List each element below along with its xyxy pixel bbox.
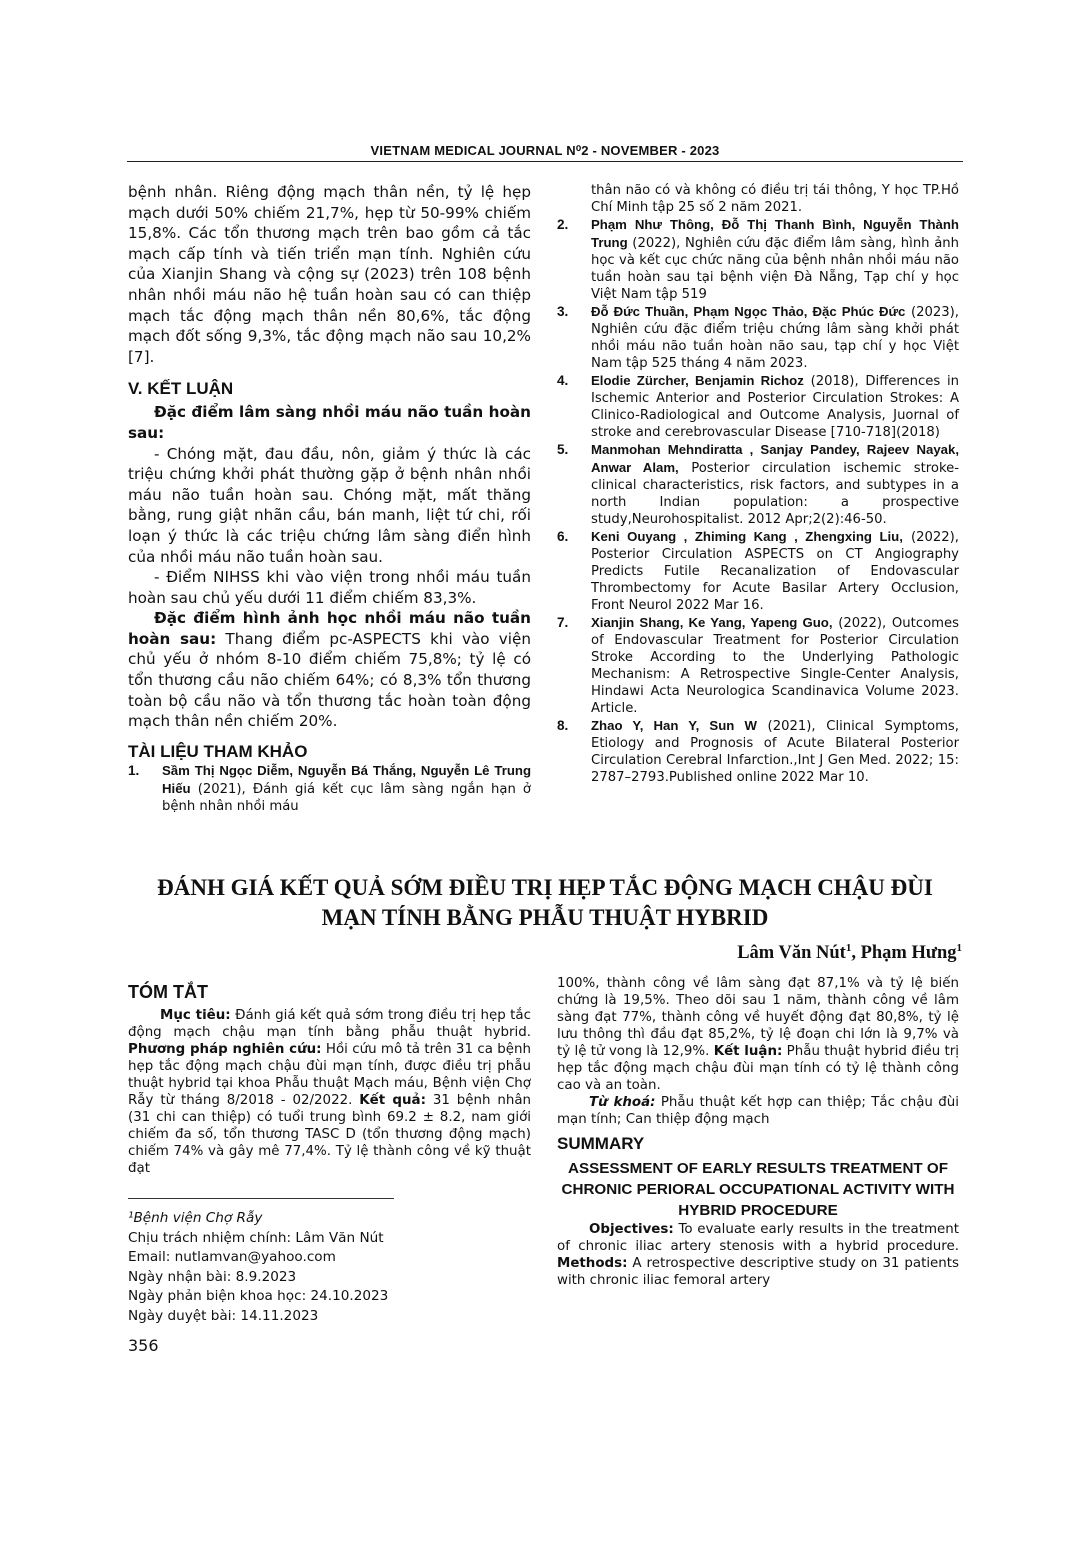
- prev-article-right-column: [557, 182, 959, 786]
- abstract-left-column: [128, 982, 531, 1177]
- discussion-paragraph: bệnh nhân. Riêng động mạch thân nền, tỷ lệ hẹp mạch dưới 50% chiếm 21,7%, hẹp từ 50-99% chiếm 15,8%. Các tổn thương mạch trên bao gồm cả tắc mạch cấp tính và tiến triển mạn tính. Nghiên cứu của Xianjin Shang và cộng sự (2023) trên 108 bệnh nhân nhồi máu não hệ tuần hoàn sau có can thiệp mạch tắc động mạch thân nền 80,6%, tắc động mạch đốt sống 9,3%, tắc động mạch não sau 10,2% [7].: [128, 183, 531, 366]
- reference-text: Posterior circulation ischemic stroke-clinical characteristics, risk factors, and subtypes in a north Indian population: a prospective study,Neurohospitalist. 2012 Apr;2(2):46-50.: [591, 461, 960, 527]
- objective-label: Mục tiêu:: [160, 1008, 231, 1023]
- reference-authors: Zhao Y, Han Y, Sun W: [591, 718, 757, 733]
- clinical-paragraph-1: - Chóng mặt, đau đầu, nôn, giảm ý thức là các triệu chứng khởi phát thường gặp ở bệnh nhân nhồi máu não tuần hoàn sau. Chóng mặt, mất thăng bằng, rung giật nhãn cầu, bán manh, liệt tứ chi, rối loạn ý thức là các triệu chứng lâm sàng điển hình của nhồi máu não tuần hoàn sau.: [128, 444, 531, 566]
- objectives-en-label: Objectives:: [589, 1222, 674, 1237]
- footnote-rule: [128, 1198, 394, 1199]
- reference-item: 5. Manmohan Mehndiratta , Sanjay Pandey, Rajeev Nayak, Anwar Alam, Posterior circulation ischemic stroke-clinical characteristics, risk factors, and subtypes in a north Indian population: a prospective study,Neurohospitalist. 2012 Apr;2(2):46-50.: [557, 442, 960, 527]
- article-title: ĐÁNH GIÁ KẾT QUẢ SỚM ĐIỀU TRỊ HẸP TẮC ĐỘNG MẠCH CHẬU ĐÙI MẠN TÍNH BẰNG PHẪU THUẬT HYBRID: [157, 875, 933, 930]
- references-heading: TÀI LIỆU THAM KHẢO: [128, 741, 308, 761]
- methods-en-label: Methods:: [557, 1256, 628, 1271]
- reference-text: (2021), Clinical Symptoms, Etiology and Prognosis of Acute Bilateral Posterior Circulation Cerebral Infarction.,Int J Gen Med. 2022; 15: 2787–2793.Published online 2022 Mar 10.: [591, 719, 959, 785]
- reference-item: 2. Phạm Như Thông, Đỗ Thị Thanh Bình, Nguyễn Thành Trung (2022), Nghiên cứu đặc điểm lâm sàng, hình ảnh học và kết cục chức năng của bệnh nhân nhồi máu não tuần hoàn sau tại bệnh viện Đà Nẵng, Tạp chí y học Việt Nam tập 519: [557, 217, 959, 302]
- reference-authors: Đỗ Đức Thuần, Phạm Ngọc Thảo, Đặc Phúc Đức: [591, 304, 906, 319]
- prev-article-left-column: [128, 182, 531, 815]
- abstract-heading: TÓM TẮT: [128, 982, 208, 1002]
- abstract-right-column: [557, 975, 959, 1289]
- header-rule: [127, 161, 963, 162]
- reference-text: (2022), Posterior Circulation ASPECTS on CT Angiography Predicts Futile Recanalization of Endovascular Thrombectomy for Acute Basilar Artery Occlusion, Front Neurol 2022 Mar 16.: [591, 530, 959, 613]
- imaging-text: Thang điểm pc-ASPECTS khi vào viện chủ yếu ở nhóm 8-10 điểm chiếm 75,8%; tỷ lệ có tổn thương cầu não chiếm 64%; có 8,3% tổn thương toàn bộ cầu não và tổn thương tắc hoàn toàn động mạch thân nền chiếm 20%.: [128, 629, 531, 731]
- footnote-email: Email: nutlamvan@yahoo.com: [128, 1249, 336, 1266]
- reference-text: (2023), Nghiên cứu đặc điểm triệu chứng lâm sàng khởi phát nhồi máu não tuần hoàn não sau, tạp chí y học Việt Nam tập 525 tháng 4 năm 2023.: [591, 305, 959, 371]
- reference-text: (2021), Đánh giá kết cục lâm sàng ngắn hạn ở bệnh nhân nhồi máu: [162, 781, 531, 814]
- reference-item: [557, 182, 959, 216]
- methods-label: Phương pháp nghiên cứu:: [128, 1042, 322, 1057]
- reference-item: 3. Đỗ Đức Thuần, Phạm Ngọc Thảo, Đặc Phúc Đức (2023), Nghiên cứu đặc điểm triệu chứng lâm sàng khởi phát nhồi máu não tuần hoàn não sau, tạp chí y học Việt Nam tập 525 tháng 4 năm 2023.: [557, 304, 959, 371]
- conclusion-label: Kết luận:: [713, 1044, 783, 1059]
- footnote-reviewed: Ngày phản biện khoa học: 24.10.2023: [128, 1288, 389, 1305]
- footnote-received: Ngày nhận bài: 8.9.2023: [128, 1268, 297, 1285]
- clinical-heading: Đặc điểm lâm sàng nhồi máu não tuần hoàn sau:: [128, 403, 531, 442]
- reference-item: 6. Keni Ouyang , Zhiming Kang , Zhengxing Liu, (2022), Posterior Circulation ASPECTS on CT Angiography Predicts Futile Recanalization of Endovascular Thrombectomy for Acute Basilar Artery Occlusion, Front Neurol 2022 Mar 16.: [557, 529, 959, 613]
- footnote: [128, 1209, 531, 1327]
- reference-text: (2022), Nghiên cứu đặc điểm lâm sàng, hình ảnh học và kết cục chức năng của bệnh nhân nhồi máu não tuần hoàn sau tại bệnh viện Đà Nẵng, Tạp chí y học Việt Nam tập 519: [591, 236, 959, 302]
- reference-list-right: [557, 182, 959, 786]
- reference-item: 8. Zhao Y, Han Y, Sun W (2021), Clinical Symptoms, Etiology and Prognosis of Acute Bilateral Posterior Circulation Cerebral Infarction.,Int J Gen Med. 2022; 15: 2787–2793.Published online 2022 Mar 10.: [557, 718, 959, 785]
- reference-item: 1. Sầm Thị Ngọc Diễm, Nguyễn Bá Thắng, Nguyễn Lê Trung Hiếu (2021), Đánh giá kết cục lâm sàng ngắn hạn ở bệnh nhân nhồi máu: [128, 762, 531, 814]
- author-name: Lâm Văn Nút: [737, 943, 846, 964]
- reference-list-left: [128, 762, 531, 815]
- reference-text: thân não có và không có điều trị tái thông, Y học TP.Hồ Chí Minh tập 25 số 2 năm 2021.: [591, 183, 959, 215]
- clinical-paragraph-2: - Điểm NIHSS khi vào viện trong nhồi máu tuần hoàn sau chủ yếu dưới 11 điểm chiếm 83,3%.: [128, 568, 531, 607]
- footnote-accepted: Ngày duyệt bài: 14.11.2023: [128, 1307, 319, 1324]
- footnote-affiliation: ¹Bệnh viện Chợ Rẫy: [128, 1210, 263, 1226]
- abstract-paragraph: Mục tiêu: Đánh giá kết quả sớm trong điều trị hẹp tắc động mạch chậu mạn tính bằng phẫu thuật hybrid. Phương pháp nghiên cứu: Hồi cứu mô tả trên 31 ca bệnh hẹp tắc động mạch chậu đùi mạn tính, được điều trị phẫu thuật hybrid tại khoa Phẫu thuật Mạch máu, Bệnh viện Chợ Rẫy từ tháng 8/2018 - 02/2022. Kết quả: 31 bệnh nhân (31 chi can thiệp) có tuổi trung bình 69.2 ± 8.2, nam giới chiếm đa số, tổn thương TASC D (tổn thương động mạch) chiếm 74% và gây mê 77,4%. Tỷ lệ thành công về kỹ thuật đạt: [128, 1008, 532, 1176]
- reference-text: (2018), Differences in Ischemic Anterior and Posterior Circulation Strokes: A Clinico-Radiological and Outcome Analysis, Juornal of stroke and cerebrovascular Disease [710-718](2018): [591, 374, 959, 440]
- keywords-label: Từ khoá:: [589, 1095, 656, 1110]
- author-name: Phạm Hưng: [860, 943, 957, 964]
- summary-paragraph: Objectives: To evaluate early results in the treatment of chronic iliac artery stenosis with a hybrid procedure. Methods: A retrospective descriptive study on 31 patients with chronic iliac femoral artery: [557, 1222, 959, 1288]
- reference-authors: Elodie Zürcher, Benjamin Richoz: [591, 373, 804, 388]
- article-authors: Lâm Văn Nút$^1$, Phạm Hưng$^1$: [737, 942, 962, 964]
- conclusion-heading: V. KẾT LUẬN: [128, 379, 234, 399]
- page-number: 356: [128, 1336, 159, 1355]
- summary-title: ASSESSMENT OF EARLY RESULTS TREATMENT OF CHRONIC PERIORAL OCCUPATIONAL ACTIVITY WITH HYBRID PROCEDURE: [561, 1160, 955, 1219]
- author-affiliation-mark: 1: [956, 942, 962, 954]
- reference-authors: Keni Ouyang , Zhiming Kang , Zhengxing Liu,: [591, 529, 903, 544]
- reference-text: (2022), Outcomes of Endovascular Treatment for Posterior Circulation Stroke According to the Underlying Pathologic Mechanism: A Retrospective Single-Center Analysis, Hindawi Acta Neurologica Scandinavica Volume 2023. Article.: [591, 616, 959, 716]
- imaging-heading: Đặc điểm hình ảnh học nhồi máu não tuần hoàn sau:: [128, 609, 531, 648]
- abstract-paragraph-continued: 100%, thành công về lâm sàng đạt 87,1% và tỷ lệ biến chứng là 19,5%. Theo dõi sau 1 năm, thành công về lâm sàng đạt 77%, thành công về huyết động đạt 80,8%, tỷ lệ lưu thông thì đầu đạt 85,2%, tỷ lệ đoạn chi lớn là 9,7% và tỷ lệ tử vong là 12,9%. Kết luận: Phẫu thuật hybrid điều trị hẹp tắc động mạch chậu đùi mạn tính có tỷ lệ thành công cao và an toàn.: [557, 976, 959, 1093]
- reference-authors: Manmohan Mehndiratta , Sanjay Pandey, Rajeev Nayak, Anwar Alam,: [591, 442, 959, 475]
- running-header: VIETNAM MEDICAL JOURNAL N⁰2 - NOVEMBER - 2023: [370, 143, 720, 158]
- reference-authors: Xianjin Shang, Ke Yang, Yapeng Guo,: [591, 615, 833, 630]
- reference-authors: Sầm Thị Ngọc Diễm, Nguyễn Bá Thắng, Nguyễn Lê Trung Hiếu: [162, 762, 531, 796]
- reference-item: 7. Xianjin Shang, Ke Yang, Yapeng Guo, (2022), Outcomes of Endovascular Treatment for Posterior Circulation Stroke According to the Underlying Pathologic Mechanism: A Retrospective Single-Center Analysis, Hindawi Acta Neurologica Scandinavica Volume 2023. Article.: [557, 615, 959, 716]
- footnote-responsible: Chịu trách nhiệm chính: Lâm Văn Nút: [128, 1229, 384, 1246]
- results-label: Kết quả:: [359, 1093, 426, 1108]
- reference-authors: Phạm Như Thông, Đỗ Thị Thanh Bình, Nguyễn Thành Trung: [591, 217, 959, 250]
- summary-heading: SUMMARY: [557, 1134, 645, 1153]
- reference-item: 4. Elodie Zürcher, Benjamin Richoz (2018), Differences in Ischemic Anterior and Posterior Circulation Strokes: A Clinico-Radiological and Outcome Analysis, Juornal of stroke and cerebrovascular Disease [710-718](2018): [557, 373, 959, 440]
- imaging-paragraph: [128, 608, 531, 732]
- keywords-paragraph: Từ khoá: Phẫu thuật kết hợp can thiệp; Tắc chậu đùi mạn tính; Can thiệp động mạch: [557, 1095, 959, 1127]
- author-affiliation-mark: 1: [845, 942, 852, 954]
